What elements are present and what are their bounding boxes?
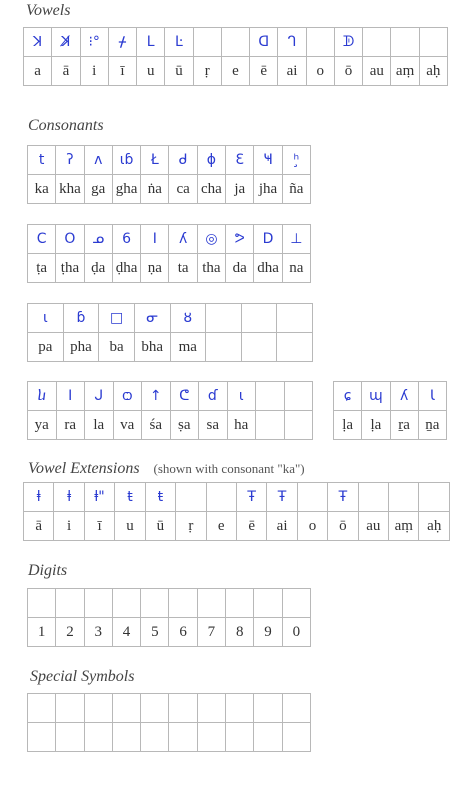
consonant-translit-cell: ca: [169, 175, 197, 204]
special-table: [27, 693, 311, 752]
ext-glyph-cell: ⱡ": [84, 483, 114, 512]
consonant-glyph-cell: ʔ: [56, 146, 84, 175]
digit-value-cell: 2: [56, 618, 84, 647]
ext-translit-cell: ō: [328, 512, 358, 541]
vowel-glyph-cell: ⁝°: [80, 28, 108, 57]
special-glyph-cell: [169, 694, 197, 723]
vowel-translit-cell: ō: [334, 57, 362, 86]
digit-value-cell: 9: [254, 618, 282, 647]
consonant-translit-cell: pha: [63, 333, 99, 362]
consonant-translit-cell: dha: [254, 254, 282, 283]
consonant-translit-cell: ña: [282, 175, 310, 204]
vowels-heading: Vowels: [26, 2, 71, 19]
special-glyph-row: [28, 723, 311, 752]
consonant-glyph-row: [28, 304, 313, 333]
digit-glyph-cell: [84, 589, 112, 618]
consonant-translit-cell: jha: [254, 175, 282, 204]
special-glyph-cell: [28, 694, 56, 723]
consonant-glyph-cell: ⴑ: [28, 382, 57, 411]
special-glyph-cell: [84, 723, 112, 752]
consonant-glyph-cell: ɸ: [197, 146, 225, 175]
consonant-translit-cell: cha: [197, 175, 225, 204]
ext-translit-cell: aḥ: [419, 512, 450, 541]
consonant-glyph-cell: D: [254, 225, 282, 254]
consonant-glyph-cell: [256, 382, 285, 411]
consonant-translit-cell: śa: [142, 411, 171, 440]
vowel-translit-cell: o: [306, 57, 334, 86]
vowel-translit-cell: e: [221, 57, 249, 86]
vowel-ext-note: (shown with consonant "ka"): [153, 461, 305, 476]
consonant-glyph-cell: O: [56, 225, 84, 254]
digit-glyph-cell: [197, 589, 225, 618]
vowel-glyph-cell: ᚋ: [108, 28, 136, 57]
consonant-translit-cell: [256, 411, 285, 440]
vowel-glyph-cell: ꓘ: [24, 28, 52, 57]
consonant-glyph-cell: ɕ: [334, 382, 362, 411]
consonant-translit-cell: ṭha: [56, 254, 84, 283]
consonant-translit-cell: ra: [56, 411, 85, 440]
special-heading: Special Symbols: [30, 668, 135, 685]
consonant-glyph-cell: Ҹ: [254, 146, 282, 175]
digit-glyph-cell: [169, 589, 197, 618]
consonant-glyph-cell: I: [141, 225, 169, 254]
vowel-glyph-cell: [306, 28, 334, 57]
vowel-glyph-cell: L: [137, 28, 165, 57]
consonant-translit-cell: ṣa: [170, 411, 199, 440]
consonant-translit-row: [28, 411, 313, 440]
ext-glyph-cell: [389, 483, 419, 512]
vowels-table: [23, 27, 448, 86]
special-glyph-cell: [141, 694, 169, 723]
consonant-translit-cell: [284, 411, 313, 440]
digit-glyph-row: [28, 589, 311, 618]
ext-translit-cell: aṃ: [389, 512, 419, 541]
ext-glyph-cell: ⱡ: [54, 483, 84, 512]
vowel-translit-cell: u: [137, 57, 165, 86]
digit-value-cell: 5: [141, 618, 169, 647]
ext-glyph-cell: [176, 483, 206, 512]
vowel-glyph-cell: Ŀ: [165, 28, 193, 57]
consonant-glyph-cell: C: [28, 225, 56, 254]
consonant-glyph-row: [28, 382, 313, 411]
consonant-glyph-cell: ɩɓ: [112, 146, 140, 175]
special-glyph-cell: [112, 723, 140, 752]
consonant-glyph-row: [334, 382, 447, 411]
consonant-translit-cell: gha: [112, 175, 140, 204]
consonant-glyph-cell: ɓ: [63, 304, 99, 333]
consonant-translit-cell: ṉa: [418, 411, 446, 440]
digits-table: [27, 588, 311, 647]
consonant-glyph-cell: ɩ: [227, 382, 256, 411]
consonant-translit-cell: ṅa: [141, 175, 169, 204]
consonant-glyph-cell: □: [99, 304, 135, 333]
consonants-table-4b: [333, 381, 447, 440]
consonant-glyph-cell: t: [28, 146, 56, 175]
consonants-table-3: [27, 303, 313, 362]
consonant-translit-row: [28, 254, 311, 283]
vowel-glyph-cell: [419, 28, 447, 57]
vowel-translit-cell: aḥ: [419, 57, 447, 86]
consonant-glyph-cell: ɰ: [362, 382, 390, 411]
vowel-glyph-cell: [221, 28, 249, 57]
vowel-translit-cell: ā: [52, 57, 80, 86]
consonant-translit-cell: ga: [84, 175, 112, 204]
consonant-translit-cell: ḷa: [362, 411, 390, 440]
digit-value-cell: 3: [84, 618, 112, 647]
digit-value-cell: 0: [282, 618, 310, 647]
ext-translit-row: [24, 512, 450, 541]
ext-glyph-cell: Ŧ: [236, 483, 266, 512]
digit-glyph-cell: [226, 589, 254, 618]
special-glyph-cell: [28, 723, 56, 752]
consonant-translit-row: [28, 175, 311, 204]
consonant-glyph-row: [28, 225, 311, 254]
vowel-translit-row: [24, 57, 448, 86]
vowel-translit-cell: aṃ: [391, 57, 419, 86]
consonant-glyph-cell: 6: [112, 225, 140, 254]
ext-glyph-cell: ŧ: [115, 483, 145, 512]
special-glyph-cell: [226, 694, 254, 723]
vowel-ext-table: [23, 482, 450, 541]
consonant-glyph-cell: [206, 304, 242, 333]
vowel-glyph-cell: [391, 28, 419, 57]
special-glyph-cell: [254, 694, 282, 723]
consonant-glyph-cell: Ł: [141, 146, 169, 175]
digit-value-cell: 1: [28, 618, 56, 647]
digit-glyph-cell: [112, 589, 140, 618]
ext-translit-cell: ṛ: [176, 512, 206, 541]
vowel-ext-title: Vowel Extensions: [28, 460, 140, 477]
digit-glyph-cell: [28, 589, 56, 618]
ext-glyph-cell: ⱡ: [24, 483, 54, 512]
consonant-translit-row: [334, 411, 447, 440]
ext-glyph-cell: [206, 483, 236, 512]
consonant-glyph-cell: ᒍ: [85, 382, 114, 411]
digit-glyph-cell: [254, 589, 282, 618]
consonant-translit-cell: tha: [197, 254, 225, 283]
consonant-glyph-cell: ᓂ: [134, 304, 170, 333]
consonant-glyph-cell: ʎ: [169, 225, 197, 254]
vowel-glyph-cell: ᗡ: [250, 28, 278, 57]
ext-glyph-cell: Ŧ: [328, 483, 358, 512]
ext-glyph-cell: Ŧ: [267, 483, 297, 512]
consonant-translit-cell: ṭa: [28, 254, 56, 283]
ext-translit-cell: i: [54, 512, 84, 541]
consonant-translit-cell: ṇa: [141, 254, 169, 283]
consonant-glyph-cell: I: [56, 382, 85, 411]
ext-translit-cell: o: [297, 512, 327, 541]
special-glyph-cell: [282, 694, 310, 723]
digit-value-row: [28, 618, 311, 647]
consonant-translit-cell: bha: [134, 333, 170, 362]
ext-translit-cell: ai: [267, 512, 297, 541]
special-glyph-cell: [226, 723, 254, 752]
consonant-translit-cell: ḍa: [84, 254, 112, 283]
consonants-table-1: [27, 145, 311, 204]
consonants-heading: Consonants: [28, 117, 104, 134]
consonant-translit-cell: na: [282, 254, 310, 283]
special-glyph-cell: [56, 723, 84, 752]
special-glyph-cell: [56, 694, 84, 723]
vowel-translit-cell: ē: [250, 57, 278, 86]
vowel-ext-heading: [28, 460, 305, 478]
consonants-table-4: [27, 381, 313, 440]
consonant-translit-row: [28, 333, 313, 362]
special-glyph-cell: [169, 723, 197, 752]
consonant-glyph-cell: ᑯ: [169, 146, 197, 175]
consonant-translit-cell: ba: [99, 333, 135, 362]
consonant-translit-cell: da: [226, 254, 254, 283]
consonant-glyph-cell: ʌ: [84, 146, 112, 175]
consonant-translit-cell: ma: [170, 333, 206, 362]
special-glyph-cell: [112, 694, 140, 723]
consonant-glyph-cell: ᕦ: [170, 382, 199, 411]
consonant-glyph-cell: ◎: [197, 225, 225, 254]
consonant-glyph-cell: ɗ: [199, 382, 228, 411]
consonant-glyph-cell: [277, 304, 313, 333]
consonant-glyph-cell: ᓄ: [84, 225, 112, 254]
consonant-translit-cell: ha: [227, 411, 256, 440]
ext-glyph-cell: ŧ: [145, 483, 175, 512]
ext-glyph-cell: [358, 483, 388, 512]
vowel-glyph-cell: ꓘ̸: [52, 28, 80, 57]
vowel-glyph-cell: ᗫ: [334, 28, 362, 57]
ext-translit-cell: ī: [84, 512, 114, 541]
vowel-glyph-cell: [193, 28, 221, 57]
digit-value-cell: 7: [197, 618, 225, 647]
consonant-translit-cell: ta: [169, 254, 197, 283]
vowel-translit-cell: ū: [165, 57, 193, 86]
consonant-glyph-cell: ȣ: [170, 304, 206, 333]
consonant-translit-cell: [277, 333, 313, 362]
special-glyph-cell: [197, 694, 225, 723]
vowel-translit-cell: ī: [108, 57, 136, 86]
digit-glyph-cell: [282, 589, 310, 618]
consonant-translit-cell: ṟa: [390, 411, 418, 440]
consonants-table-2: [27, 224, 311, 283]
consonant-translit-cell: [241, 333, 277, 362]
consonant-translit-cell: pa: [28, 333, 64, 362]
consonant-glyph-cell: [284, 382, 313, 411]
consonant-glyph-cell: ɩ: [28, 304, 64, 333]
vowel-translit-cell: au: [363, 57, 391, 86]
ext-glyph-row: [24, 483, 450, 512]
special-glyph-cell: [282, 723, 310, 752]
ext-translit-cell: e: [206, 512, 236, 541]
ext-translit-cell: ū: [145, 512, 175, 541]
digit-glyph-cell: [56, 589, 84, 618]
special-glyph-cell: [84, 694, 112, 723]
vowel-translit-cell: ṛ: [193, 57, 221, 86]
consonant-glyph-cell: ѻ: [113, 382, 142, 411]
consonant-translit-cell: va: [113, 411, 142, 440]
consonant-glyph-cell: ʎ: [390, 382, 418, 411]
consonant-glyph-cell: ᕗ: [226, 225, 254, 254]
vowel-translit-cell: a: [24, 57, 52, 86]
consonant-translit-cell: [206, 333, 242, 362]
consonant-translit-cell: sa: [199, 411, 228, 440]
special-glyph-cell: [141, 723, 169, 752]
vowel-glyph-row: [24, 28, 448, 57]
ext-glyph-cell: [419, 483, 450, 512]
special-glyph-cell: [254, 723, 282, 752]
consonant-glyph-cell: ʰ̧: [282, 146, 310, 175]
digit-value-cell: 8: [226, 618, 254, 647]
digit-value-cell: 4: [112, 618, 140, 647]
vowel-glyph-cell: [363, 28, 391, 57]
consonant-glyph-cell: Ɛ: [226, 146, 254, 175]
consonant-glyph-row: [28, 146, 311, 175]
consonant-translit-cell: ya: [28, 411, 57, 440]
vowel-translit-cell: i: [80, 57, 108, 86]
consonant-translit-cell: kha: [56, 175, 84, 204]
consonant-glyph-cell: ⊥: [282, 225, 310, 254]
ext-translit-cell: ā: [24, 512, 54, 541]
consonant-glyph-cell: [241, 304, 277, 333]
ext-translit-cell: ē: [236, 512, 266, 541]
digits-heading: Digits: [28, 562, 68, 579]
consonant-glyph-cell: Ɩ: [418, 382, 446, 411]
ext-translit-cell: u: [115, 512, 145, 541]
consonant-translit-cell: ḍha: [112, 254, 140, 283]
vowel-glyph-cell: ᒉ: [278, 28, 306, 57]
special-glyph-cell: [197, 723, 225, 752]
ext-glyph-cell: [297, 483, 327, 512]
digit-value-cell: 6: [169, 618, 197, 647]
consonant-translit-cell: ka: [28, 175, 56, 204]
consonant-translit-cell: la: [85, 411, 114, 440]
consonant-translit-cell: ḷa: [334, 411, 362, 440]
special-glyph-row: [28, 694, 311, 723]
consonant-translit-cell: ja: [226, 175, 254, 204]
vowel-translit-cell: ai: [278, 57, 306, 86]
digit-glyph-cell: [141, 589, 169, 618]
consonant-glyph-cell: ↑: [142, 382, 171, 411]
ext-translit-cell: au: [358, 512, 388, 541]
